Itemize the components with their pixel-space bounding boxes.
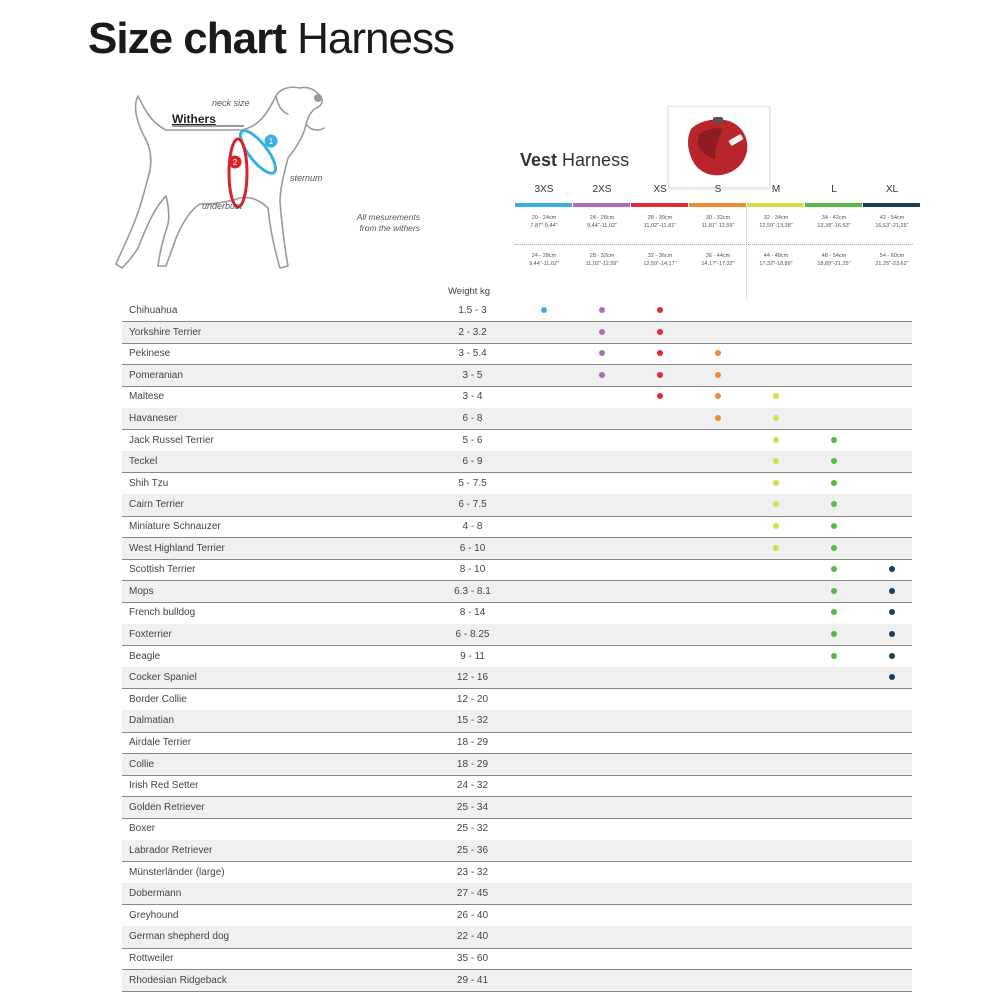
measurement-cm: 32 - 34cm bbox=[763, 215, 789, 221]
measurement-inch: 16,53"-21,25" bbox=[875, 223, 909, 229]
size-fit-dot bbox=[657, 372, 663, 378]
size-fit-dot bbox=[889, 566, 895, 572]
size-header-2xs: 2XS bbox=[592, 184, 612, 195]
size-header-m: M bbox=[771, 184, 781, 195]
measurement-cm: 54 - 60cm bbox=[879, 253, 905, 259]
breed-name: Dalmatian bbox=[129, 715, 175, 727]
measurement-inch: 11,81"-12,59" bbox=[701, 223, 735, 229]
size-header-s: S bbox=[714, 184, 722, 195]
breed-name: Golden Retriever bbox=[129, 801, 205, 813]
breed-name: Jack Russel Terrier bbox=[129, 434, 214, 446]
size-fit-dot bbox=[773, 415, 779, 421]
size-fit-dot bbox=[831, 437, 837, 443]
row-divider bbox=[122, 775, 912, 776]
size-header-l: L bbox=[831, 184, 837, 195]
row-divider bbox=[122, 688, 912, 689]
measurement-cm: 24 - 28cm bbox=[589, 215, 615, 221]
breed-name: Collie bbox=[129, 758, 155, 770]
breed-weight: 12 - 20 bbox=[456, 693, 489, 705]
breed-weight: 27 - 45 bbox=[456, 888, 489, 900]
breed-weight: 24 - 32 bbox=[456, 780, 489, 792]
breed-name: Foxterrier bbox=[129, 629, 172, 640]
size-fit-dot bbox=[715, 350, 721, 356]
measurement-cell bbox=[573, 214, 631, 230]
marker-2: 2 bbox=[232, 158, 238, 167]
dog-measurement-diagram bbox=[110, 78, 370, 288]
measurement-inch: 9,44"-11,02" bbox=[587, 223, 617, 229]
size-fit-dot bbox=[773, 437, 779, 443]
breed-weight: 3 - 5 bbox=[462, 369, 483, 381]
breed-name: Rottweiler bbox=[129, 953, 174, 964]
measurement-cm: 48 - 54cm bbox=[821, 253, 847, 259]
size-color-bar bbox=[573, 203, 630, 207]
weight-header: Weight kg bbox=[448, 286, 491, 297]
breed-name: Pomeranian bbox=[129, 369, 183, 381]
size-fit-dot bbox=[831, 653, 837, 659]
product-title bbox=[520, 150, 629, 171]
harness-icon bbox=[669, 107, 769, 187]
breed-weight: 6 - 8 bbox=[462, 413, 483, 424]
breed-weight: 5 - 6 bbox=[462, 434, 483, 446]
breed-weight: 25 - 34 bbox=[456, 801, 489, 813]
breed-weight: 15 - 32 bbox=[456, 715, 489, 727]
breed-weight: 3 - 4 bbox=[462, 391, 483, 403]
measurement-cm: 24 - 28cm bbox=[531, 253, 557, 259]
measurement-cm: 28 - 30cm bbox=[647, 215, 673, 221]
breed-name: Maltese bbox=[129, 391, 165, 403]
row-divider bbox=[122, 645, 912, 646]
breed-weight: 8 - 10 bbox=[459, 564, 486, 576]
breed-name: Cocker Spaniel bbox=[129, 672, 197, 684]
breed-name: Irish Red Setter bbox=[129, 780, 199, 792]
breed-name: Border Collie bbox=[129, 693, 187, 705]
measurement-inch: 14,17"-17,32" bbox=[701, 261, 735, 267]
neck-size-label: neck size bbox=[212, 98, 250, 108]
breed-name: German shepherd dog bbox=[129, 931, 230, 943]
size-fit-dot bbox=[831, 609, 837, 615]
size-header-3xs: 3XS bbox=[534, 184, 554, 195]
underbust-label: underbust bbox=[202, 201, 243, 211]
size-color-bar bbox=[515, 203, 572, 207]
vest-harness-image bbox=[668, 106, 770, 188]
measurement-inch: 12,59"-13,38" bbox=[759, 223, 793, 229]
measurement-cell bbox=[515, 252, 573, 268]
row-divider bbox=[122, 732, 912, 733]
size-header-xl: XL bbox=[885, 184, 899, 195]
size-fit-dot bbox=[715, 393, 721, 399]
size-fit-dot bbox=[657, 307, 663, 313]
breed-weight: 4 - 8 bbox=[462, 521, 483, 532]
size-fit-dot bbox=[831, 566, 837, 572]
breed-weight: 6 - 7.5 bbox=[458, 499, 487, 511]
measurement-inch: 9,44"-11,02" bbox=[529, 261, 559, 267]
measurement-inch: 11,02"-12,59" bbox=[585, 261, 619, 267]
row-divider bbox=[122, 904, 912, 905]
measurement-cell bbox=[805, 214, 863, 230]
row-divider bbox=[122, 343, 912, 344]
row-divider bbox=[122, 472, 912, 473]
breed-weight: 5 - 7.5 bbox=[458, 477, 487, 489]
size-fit-dot bbox=[889, 631, 895, 637]
measurement-cell bbox=[631, 214, 689, 230]
note-line-2: from the withers bbox=[359, 223, 420, 233]
breed-weight: 6 - 10 bbox=[459, 542, 486, 554]
size-fit-dot bbox=[831, 523, 837, 529]
breed-weight: 18 - 29 bbox=[456, 737, 489, 748]
measurement-note bbox=[336, 212, 420, 234]
breed-weight: 35 - 60 bbox=[456, 953, 489, 964]
measurement-cell bbox=[747, 252, 805, 268]
breed-weight: 8 - 14 bbox=[459, 607, 486, 619]
row-divider bbox=[122, 991, 912, 992]
sternum-label: sternum bbox=[290, 173, 323, 183]
breed-weight: 18 - 29 bbox=[456, 758, 489, 770]
size-fit-dot bbox=[831, 588, 837, 594]
measurement-inch: 7,87"-9,44" bbox=[530, 223, 558, 229]
measurement-cell bbox=[863, 214, 921, 230]
row-divider bbox=[122, 429, 912, 430]
measurement-inch: 17,32"-18,89" bbox=[759, 261, 793, 267]
breed-weight: 26 - 40 bbox=[456, 909, 489, 921]
measurement-inch: 21,25"-23,62" bbox=[875, 261, 909, 267]
breed-weight: 6.3 - 8.1 bbox=[454, 585, 491, 597]
size-fit-dot bbox=[889, 653, 895, 659]
breed-weight: 2 - 3.2 bbox=[458, 326, 487, 338]
breed-weight: 23 - 32 bbox=[456, 866, 489, 878]
measurement-cm: 34 - 42cm bbox=[821, 215, 847, 221]
size-fit-dot bbox=[715, 415, 721, 421]
breed-name: Yorkshire Terrier bbox=[129, 326, 202, 338]
size-fit-dot bbox=[657, 393, 663, 399]
breed-name: Labrador Retriever bbox=[129, 845, 213, 856]
breed-weight: 9 - 11 bbox=[460, 650, 485, 662]
measurement-cm: 28 - 32cm bbox=[589, 253, 615, 259]
breed-name: Miniature Schnauzer bbox=[129, 521, 221, 532]
breed-weight: 1.5 - 3 bbox=[458, 305, 487, 316]
breed-name: Pekinese bbox=[129, 348, 171, 360]
size-fit-dot bbox=[773, 480, 779, 486]
size-color-bar bbox=[863, 203, 920, 207]
breed-name: Münsterländer (large) bbox=[129, 866, 225, 878]
product-name-bold: Vest bbox=[520, 150, 558, 170]
measurement-cm: 32 - 36cm bbox=[647, 253, 673, 259]
measurement-inch: 11,02"-11,81" bbox=[643, 223, 677, 229]
size-fit-dot bbox=[599, 350, 605, 356]
size-fit-dot bbox=[541, 307, 547, 313]
size-fit-dot bbox=[773, 523, 779, 529]
measurement-inch: 13,38"-16,53" bbox=[817, 223, 851, 229]
size-fit-dot bbox=[599, 329, 605, 335]
breed-weight: 3 - 5.4 bbox=[458, 348, 487, 360]
withers-label: Withers bbox=[172, 112, 216, 126]
size-fit-dot bbox=[831, 631, 837, 637]
breed-name: Greyhound bbox=[129, 909, 179, 921]
measurement-cm: 30 - 32cm bbox=[705, 215, 731, 221]
row-divider bbox=[122, 386, 912, 387]
breed-name: Mops bbox=[129, 585, 154, 597]
size-fit-dot bbox=[831, 545, 837, 551]
breed-name: Shih Tzu bbox=[129, 477, 169, 489]
measurement-cell bbox=[515, 214, 573, 230]
measurement-cm: 44 - 48cm bbox=[763, 253, 789, 259]
size-fit-dot bbox=[599, 307, 605, 313]
product-name-light: Harness bbox=[562, 150, 630, 170]
measurement-inch: 18,89"-21,25" bbox=[817, 261, 851, 267]
size-color-bar bbox=[631, 203, 688, 207]
size-fit-dot bbox=[773, 393, 779, 399]
breed-name: West Highland Terrier bbox=[129, 542, 225, 554]
measurement-cm: 20 - 24cm bbox=[531, 215, 557, 221]
size-fit-dot bbox=[657, 329, 663, 335]
size-color-bar bbox=[805, 203, 862, 207]
measurement-divider bbox=[515, 244, 913, 245]
breed-name: Teckel bbox=[129, 456, 158, 468]
title-light: Harness bbox=[297, 14, 454, 63]
row-divider bbox=[122, 602, 912, 603]
breed-weight: 22 - 40 bbox=[456, 931, 489, 943]
breed-weight: 6 - 8.25 bbox=[455, 629, 490, 640]
measurement-cell bbox=[689, 252, 747, 268]
breed-name: Chihuahua bbox=[129, 305, 178, 316]
size-fit-dot bbox=[889, 609, 895, 615]
size-fit-dot bbox=[599, 372, 605, 378]
row-divider bbox=[122, 559, 912, 560]
measurement-cell bbox=[689, 214, 747, 230]
measurement-cell bbox=[863, 252, 921, 268]
breed-name: Cairn Terrier bbox=[129, 499, 184, 511]
breed-weight: 25 - 32 bbox=[456, 823, 489, 835]
title-bold: Size chart bbox=[88, 14, 286, 63]
marker-1: 1 bbox=[268, 137, 274, 146]
breed-weight: 25 - 36 bbox=[456, 845, 489, 856]
measurement-cell bbox=[747, 214, 805, 230]
size-color-bar bbox=[689, 203, 746, 207]
page-title bbox=[88, 14, 454, 64]
size-fit-dot bbox=[715, 372, 721, 378]
size-fit-dot bbox=[831, 480, 837, 486]
breed-name: French bulldog bbox=[129, 607, 196, 619]
measurement-cell bbox=[573, 252, 631, 268]
breed-name: Boxer bbox=[129, 823, 156, 835]
row-divider bbox=[122, 948, 912, 949]
note-line-1: All mesurements bbox=[356, 212, 420, 222]
row-divider bbox=[122, 818, 912, 819]
breed-name: Beagle bbox=[129, 650, 161, 662]
breed-name: Rhodesian Ridgeback bbox=[129, 974, 227, 986]
shoulder-label: 1 shoulder bbox=[442, 221, 503, 235]
size-fit-dot bbox=[773, 545, 779, 551]
row-divider bbox=[122, 516, 912, 517]
measurement-cell bbox=[631, 252, 689, 268]
breed-name: Dobermann bbox=[129, 888, 182, 900]
measurement-inch: 12,59"-14,17" bbox=[643, 261, 677, 267]
row-divider bbox=[122, 861, 912, 862]
brest-label: 1 brest bbox=[452, 258, 493, 272]
size-fit-dot bbox=[657, 350, 663, 356]
breed-name: Airdale Terrier bbox=[129, 737, 192, 748]
size-fit-dot bbox=[889, 588, 895, 594]
measurement-cell bbox=[805, 252, 863, 268]
size-color-bar bbox=[747, 203, 804, 207]
breed-name: Havaneser bbox=[129, 413, 178, 424]
breed-weight: 29 - 41 bbox=[456, 974, 489, 986]
breed-weight: 12 - 16 bbox=[456, 672, 489, 684]
measurement-cm: 42 - 54cm bbox=[879, 215, 905, 221]
measurement-cm: 36 - 44cm bbox=[705, 253, 731, 259]
breed-name: Scottish Terrier bbox=[129, 564, 196, 576]
breed-weight: 6 - 9 bbox=[462, 456, 483, 468]
size-header-xs: XS bbox=[653, 184, 667, 195]
